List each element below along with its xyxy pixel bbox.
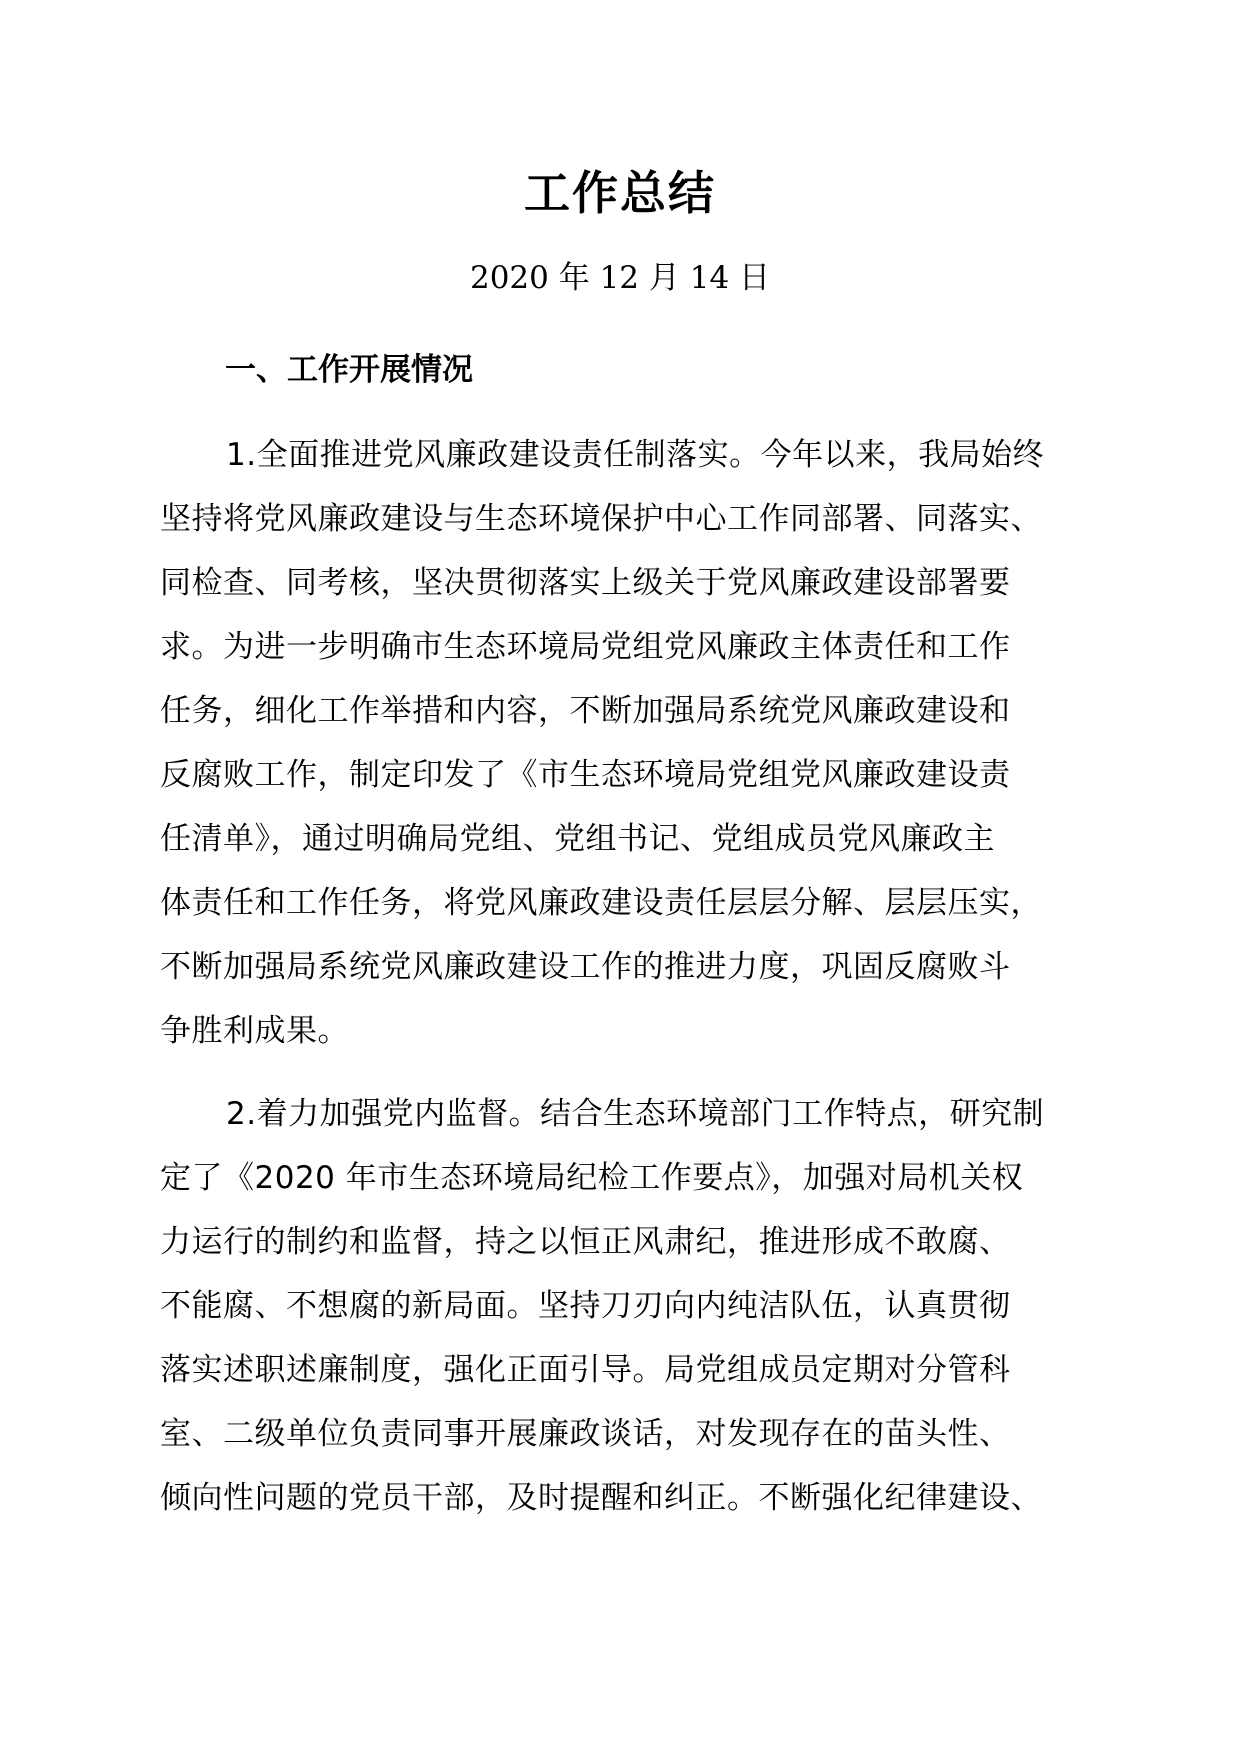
document-title: 工作总结 [524, 166, 716, 220]
paragraph-line: 力运行的制约和监督，持之以恒正风肃纪，推进形成不敢腐、 [160, 1224, 1011, 1260]
paragraph-line: 2.着力加强党内监督。结合生态环境部门工作特点，研究制 [226, 1096, 1045, 1132]
paragraph-line: 任务，细化工作举措和内容，不断加强局系统党风廉政建设和 [160, 693, 1011, 729]
paragraph-2 [160, 1082, 1120, 1530]
paragraph-1 [160, 423, 1120, 1063]
paragraph-line: 室、二级单位负责同事开展廉政谈话，对发现存在的苗头性、 [160, 1416, 1011, 1452]
paragraph-line: 倾向性问题的党员干部，及时提醒和纠正。不断强化纪律建设、 [160, 1480, 1042, 1516]
paragraph-line: 不能腐、不想腐的新局面。坚持刀刃向内纯洁队伍，认真贯彻 [160, 1288, 1011, 1324]
paragraph-line: 求。为进一步明确市生态环境局党组党风廉政主体责任和工作 [160, 629, 1011, 665]
paragraph-line: 同检查、同考核，坚决贯彻落实上级关于党风廉政建设部署要 [160, 565, 1011, 601]
paragraph-line: 任清单》，通过明确局党组、党组书记、党组成员党风廉政主 [160, 821, 995, 857]
section-heading: 一、工作开展情况 [225, 352, 473, 388]
paragraph-line: 不断加强局系统党风廉政建设工作的推进力度，巩固反腐败斗 [160, 949, 1011, 985]
paragraph-line: 1.全面推进党风廉政建设责任制落实。今年以来，我局始终 [226, 437, 1045, 473]
paragraph-line: 落实述职述廉制度，强化正面引导。局党组成员定期对分管科 [160, 1352, 1011, 1388]
paragraph-line: 争胜利成果。 [160, 1013, 349, 1049]
paragraph-line: 反腐败工作，制定印发了《市生态环境局党组党风廉政建设责 [160, 757, 1011, 793]
paragraph-line: 体责任和工作任务，将党风廉政建设责任层层分解、层层压实， [160, 885, 1042, 921]
paragraph-line: 坚持将党风廉政建设与生态环境保护中心工作同部署、同落实、 [160, 501, 1042, 537]
document-date: 2020 年 12 月 14 日 [469, 260, 771, 296]
paragraph-line: 定了《2020 年市生态环境局纪检工作要点》，加强对局机关权 [160, 1160, 1024, 1196]
